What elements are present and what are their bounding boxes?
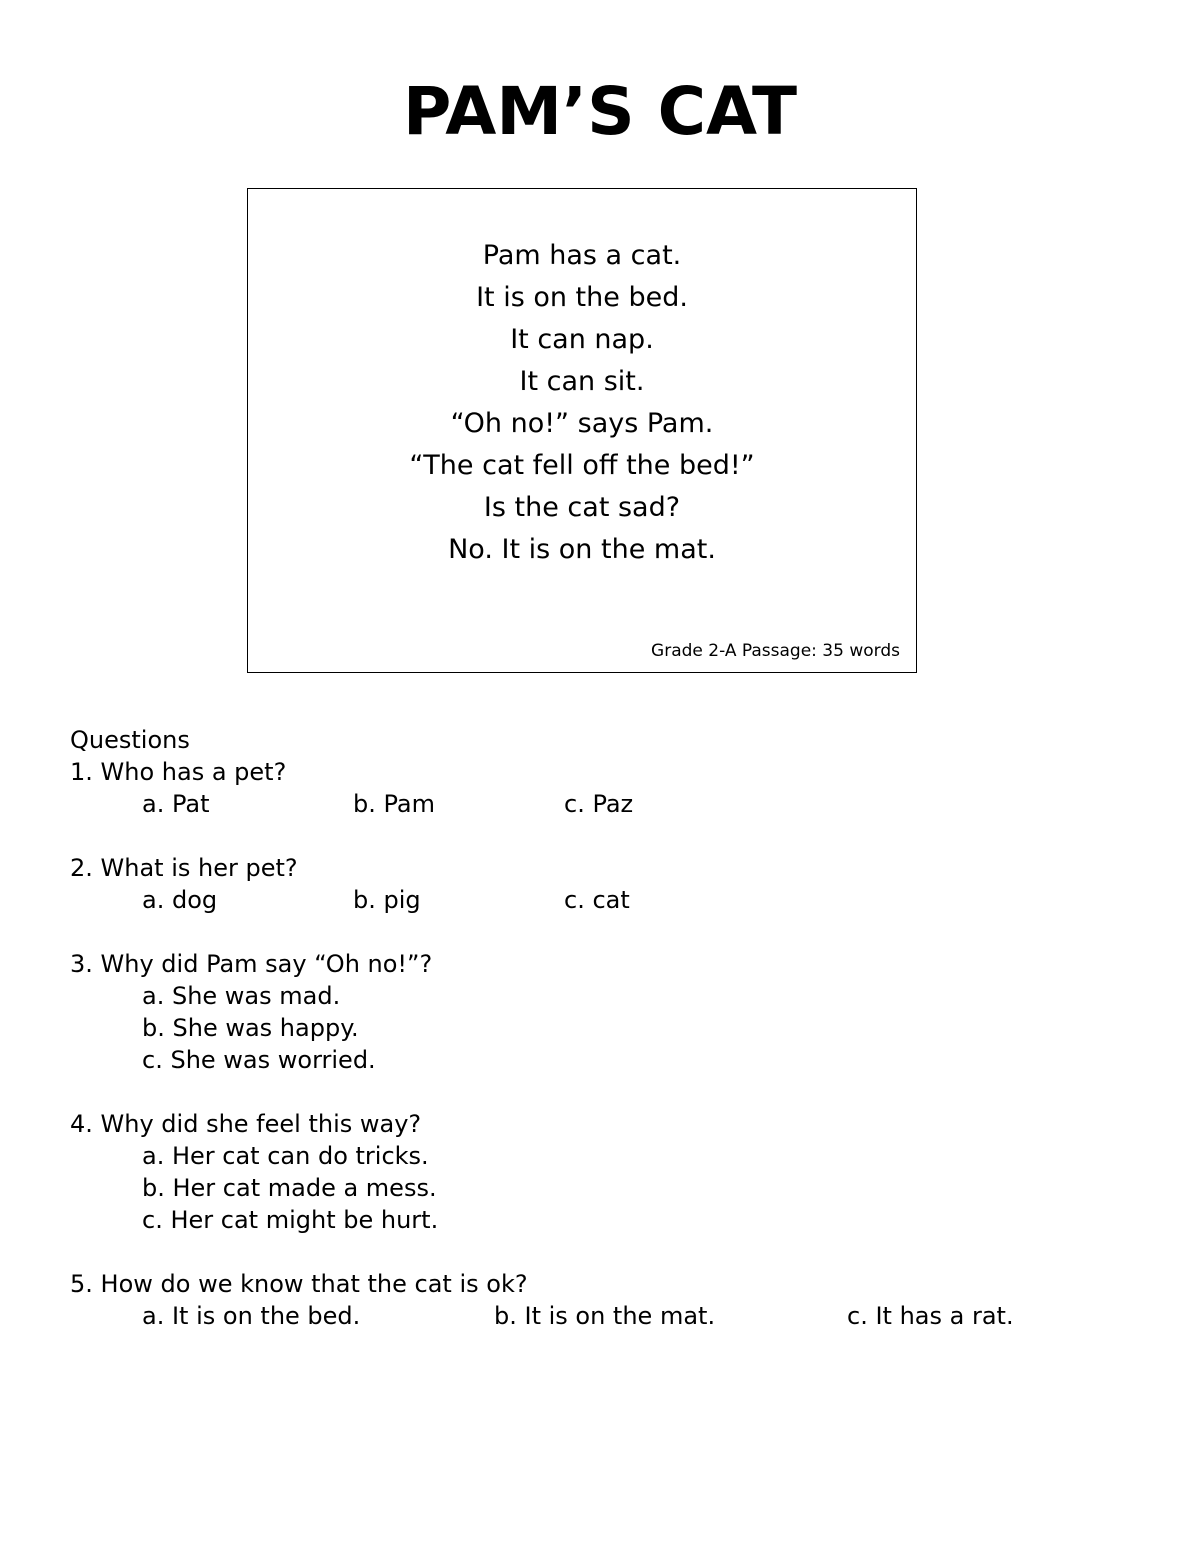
answer-option-b: b. Pam bbox=[353, 790, 435, 818]
answer-option-a: a. Pat bbox=[142, 790, 210, 818]
answer-option-b: b. Her cat made a mess. bbox=[142, 1174, 437, 1202]
passage-line: Is the cat sad? bbox=[483, 492, 681, 523]
passage-line: Pam has a cat. bbox=[482, 240, 682, 271]
answer-option-b: b. pig bbox=[353, 886, 421, 914]
questions-section bbox=[70, 724, 1150, 1364]
answer-option-c: c. Paz bbox=[564, 790, 634, 818]
passage-line: “The cat fell off the bed!” bbox=[409, 450, 755, 481]
question-3 bbox=[70, 948, 1150, 1076]
answer-options bbox=[70, 884, 1150, 916]
question-text: 4. Why did she feel this way? bbox=[70, 1110, 422, 1138]
answer-option-a: a. It is on the bed. bbox=[142, 1302, 361, 1330]
question-text: 1. Who has a pet? bbox=[70, 758, 287, 786]
answer-options bbox=[70, 980, 1150, 1076]
answer-option-c: c. Her cat might be hurt. bbox=[142, 1206, 439, 1234]
passage-line: “Oh no!” says Pam. bbox=[450, 408, 714, 439]
passage-text bbox=[248, 235, 916, 571]
answer-option-c: c. It has a rat. bbox=[847, 1302, 1014, 1330]
question-text: 3. Why did Pam say “Oh no!”? bbox=[70, 950, 433, 978]
question-text: 2. What is her pet? bbox=[70, 854, 298, 882]
passage-line: It can sit. bbox=[519, 366, 645, 397]
passage-line: No. It is on the mat. bbox=[448, 534, 716, 565]
page-title: PAM’S CAT bbox=[402, 73, 798, 150]
answer-option-a: a. Her cat can do tricks. bbox=[142, 1142, 429, 1170]
passage-line: It is on the bed. bbox=[476, 282, 688, 313]
answer-options bbox=[70, 1300, 1150, 1332]
answer-option-b: b. She was happy. bbox=[142, 1014, 359, 1042]
answer-options bbox=[70, 1140, 1150, 1236]
question-4 bbox=[70, 1108, 1150, 1236]
question-1 bbox=[70, 756, 1150, 820]
questions-heading: Questions bbox=[70, 726, 190, 754]
answer-options bbox=[70, 788, 1150, 820]
answer-option-a: a. She was mad. bbox=[142, 982, 341, 1010]
passage-meta: Grade 2-A Passage: 35 words bbox=[651, 641, 900, 661]
answer-option-c: c. cat bbox=[564, 886, 630, 914]
question-text: 5. How do we know that the cat is ok? bbox=[70, 1270, 528, 1298]
question-2 bbox=[70, 852, 1150, 916]
passage-box bbox=[247, 188, 917, 673]
question-5 bbox=[70, 1268, 1150, 1332]
answer-option-b: b. It is on the mat. bbox=[494, 1302, 716, 1330]
answer-option-a: a. dog bbox=[142, 886, 218, 914]
passage-line: It can nap. bbox=[510, 324, 654, 355]
answer-option-c: c. She was worried. bbox=[142, 1046, 376, 1074]
